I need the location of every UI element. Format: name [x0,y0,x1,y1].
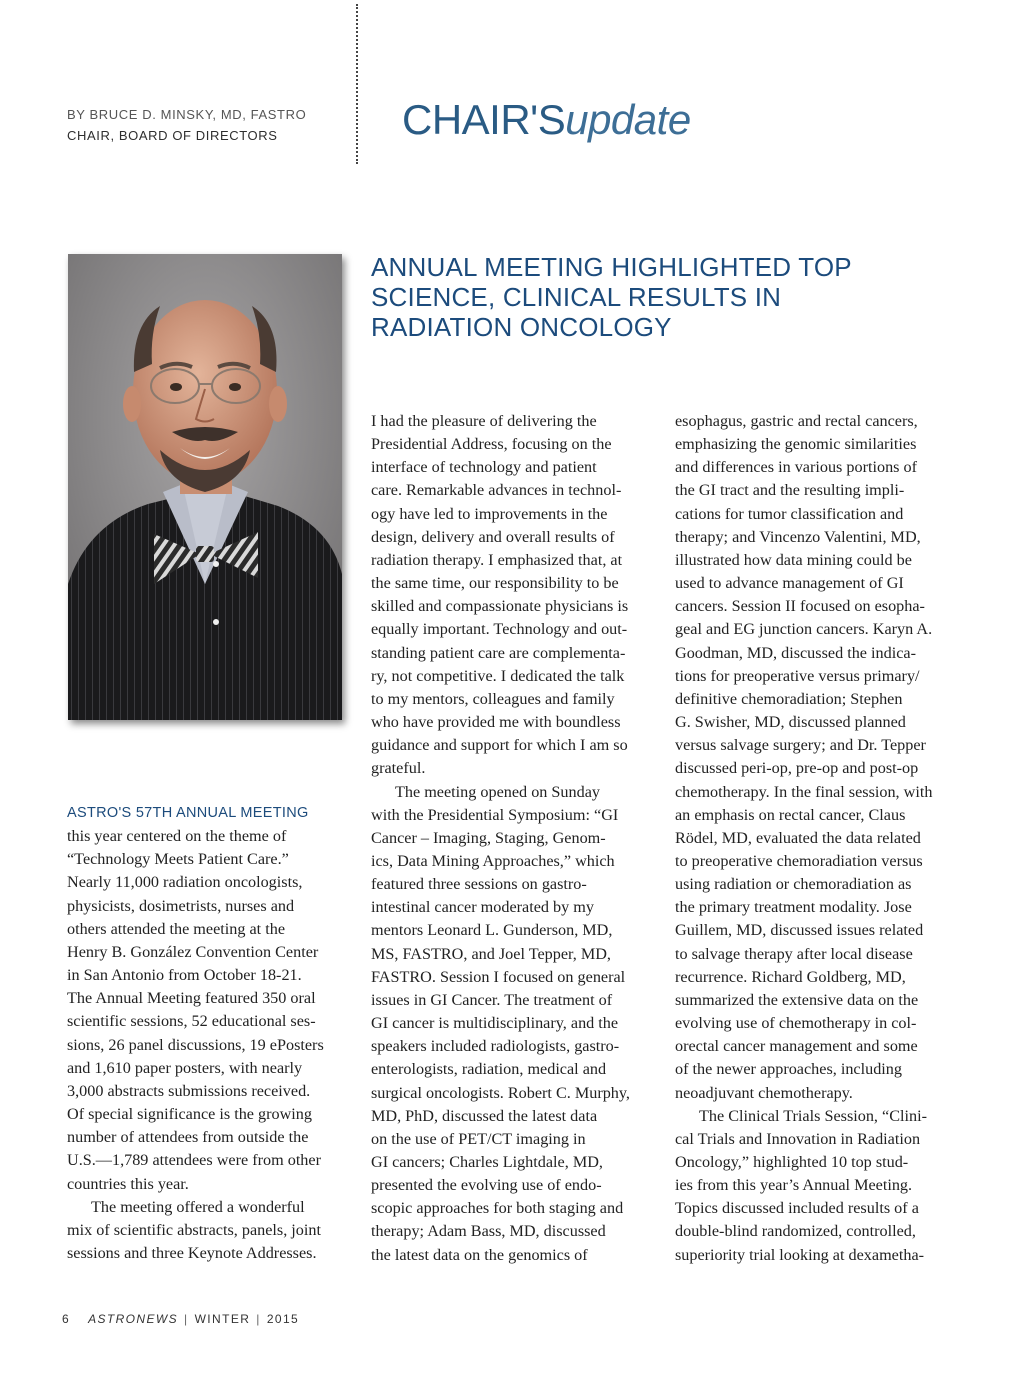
author-role: CHAIR, BOARD OF DIRECTORS [67,128,278,143]
text-line: recurrence. Richard Goldberg, MD, [675,967,906,986]
text-line: I had the pleasure of delivering the [371,412,597,430]
text-line: chemotherapy. In the final session, with [675,782,933,801]
text-line: guidance and support for which I am so [371,736,628,755]
lead-in: ASTRO'S 57TH ANNUAL MEETING [67,805,309,821]
text-line: the GI tract and the resulting impli- [675,481,905,500]
text-line: surgical oncologists. Robert C. Murphy, [371,1083,630,1102]
text-line: Goodman, MD, discussed the indica- [675,643,916,662]
text-line: therapy; and Vincenzo Valentini, MD, [675,527,921,546]
text-line: The meeting offered a wonderful [91,1197,305,1216]
text-line: ogy have led to improvements in the [371,504,608,523]
text-line: cancers. Session II focused on esopha- [675,597,925,616]
text-line: geal and EG junction cancers. Karyn A. [675,620,933,639]
issue-season: WINTER [194,1312,251,1326]
text-line: interface of technology and patient [371,458,597,477]
text-line: GI cancer is multidisciplinary, and the [371,1014,619,1033]
text-line: the latest data on the genomics of [371,1245,588,1264]
text-line: enterologists, radiation, medical and [371,1060,607,1079]
text-line: Topics discussed included results of a [675,1199,919,1218]
publication-name: ASTRONEWS [88,1312,179,1326]
text-line: esophagus, gastric and rectal cancers, [675,412,918,430]
text-line: used to advance management of GI [675,574,904,593]
text-line: physicists, dosimetrists, nurses and [67,896,295,915]
text-line: MS, FASTRO, and Joel Tepper, MD, [371,944,611,963]
text-line: the same time, our responsibility to be [371,574,619,593]
text-line: tions for preoperative versus primary/ [675,666,920,685]
text-line: The Clinical Trials Session, “Clini- [699,1106,927,1125]
portrait-illustration [68,254,342,720]
text-line: mentors Leonard L. Gunderson, MD, [371,921,613,940]
text-line: ics, Data Mining Approaches,” which [371,851,615,870]
text-line: others attended the meeting at the [67,919,286,938]
dotted-divider [356,4,358,164]
text-line: in San Antonio from October 18-21. [67,966,302,985]
text-line: and 1,610 paper posters, with nearly [67,1058,303,1077]
text-line: care. Remarkable advances in technol- [371,481,622,500]
text-line: using radiation or chemoradiation as [675,875,912,894]
text-line: sions, 26 panel discussions, 19 ePosters [67,1035,324,1054]
text-line: issues in GI Cancer. The treatment of [371,990,613,1009]
page-number: 6 [62,1312,71,1326]
text-line: the primary treatment modality. Jose [675,898,912,917]
footer-separator: | [256,1312,261,1326]
text-line: cal Trials and Innovation in Radiation [675,1129,921,1148]
text-line: double-blind randomized, controlled, [675,1222,916,1241]
text-line: equally important. Technology and out- [371,620,628,639]
text-line: Cancer – Imaging, Staging, Genom- [371,828,606,847]
issue-year: 2015 [266,1312,300,1326]
text-line: an emphasis on rectal cancer, Claus [675,805,906,824]
text-line: featured three sessions on gastro- [371,875,587,894]
text-line: The Annual Meeting featured 350 oral [67,989,316,1008]
text-line: grateful. [371,759,426,778]
headline-line: RADIATION ONCOLOGY [371,312,672,342]
text-line: scopic approaches for both staging and [371,1199,624,1218]
text-line: summarized the extensive data on the [675,990,919,1009]
text-line: intestinal cancer moderated by my [371,898,594,917]
text-line: therapy; Adam Bass, MD, discussed [371,1222,606,1241]
text-line: standing patient care are complementa- [371,643,626,662]
column-2 [371,410,661,1267]
text-line: neoadjuvant chemotherapy. [675,1083,853,1102]
text-line: mix of scientific abstracts, panels, joint [67,1220,321,1239]
author-portrait-photo [68,254,342,720]
text-line: emphasizing the genomic similarities [675,435,917,454]
column-1 [67,802,352,1265]
text-line: discussed peri-op, pre-op and post-op [675,759,919,778]
text-line: to salvage therapy after local disease [675,944,913,963]
text-line: scientific sessions, 52 educational ses- [67,1012,316,1031]
text-line: and differences in various portions of [675,458,917,477]
text-line: skilled and compassionate physicians is [371,597,629,616]
text-line: G. Swisher, MD, discussed planned [675,713,906,732]
text-line: speakers included radiologists, gastro- [371,1037,620,1056]
headline-line: ANNUAL MEETING HIGHLIGHTED TOP [371,252,852,282]
text-line: illustrated how data mining could be [675,550,912,569]
section-title-main: CHAIR'S [402,96,566,143]
text-line: of the newer approaches, including [675,1060,902,1079]
text-line: U.S.—1,789 attendees were from other [67,1151,321,1170]
text-line: MD, PhD, discussed the latest data [371,1106,598,1125]
text-line: “Technology Meets Patient Care.” [67,850,289,869]
text-line: Presidential Address, focusing on the [371,435,612,454]
text-line: ies from this year’s Annual Meeting. [675,1176,913,1195]
text-line: 3,000 abstracts submissions received. [67,1081,311,1100]
text-line: on the use of PET/CT imaging in [371,1129,586,1148]
text-line: design, delivery and overall results of [371,527,615,546]
section-title [402,96,691,144]
text-line: FASTRO. Session I focused on general [371,967,626,986]
text-line: GI cancers; Charles Lightdale, MD, [371,1153,603,1171]
text-line: Henry B. González Convention Center [67,942,319,961]
text-line: orectal cancer management and some [675,1037,918,1056]
text-line: Nearly 11,000 radiation oncologists, [67,873,303,892]
text-line: radiation therapy. I emphasized that, at [371,550,623,569]
text-line: evolving use of chemotherapy in col- [675,1014,917,1033]
author-line: BY BRUCE D. MINSKY, MD, FASTRO [67,107,307,122]
text-line: versus salvage surgery; and Dr. Tepper [675,736,926,755]
text-line: with the Presidential Symposium: “GI [371,805,619,824]
text-line: cations for tumor classification and [675,504,904,523]
headline-line: SCIENCE, CLINICAL RESULTS IN [371,282,782,312]
text-line: sessions and three Keynote Addresses. [67,1243,317,1262]
byline [67,104,306,146]
text-line: Rödel, MD, evaluated the data related [675,828,921,847]
text-line: superiority trial looking at dexametha- [675,1245,925,1264]
article-headline [371,252,931,342]
text-line: this year centered on the theme of [67,827,287,846]
footer-separator: | [184,1312,189,1326]
text-line: Guillem, MD, discussed issues related [675,921,924,940]
page-footer [62,1312,299,1326]
text-line: The meeting opened on Sunday [395,782,600,801]
text-line: ry, not competitive. I dedicated the talk [371,666,625,685]
text-line: Oncology,” highlighted 10 top stud- [675,1153,909,1171]
section-title-accent: update [565,96,691,143]
text-line: who have provided me with boundless [371,713,621,732]
text-line: presented the evolving use of endo- [371,1176,602,1195]
text-line: definitive chemoradiation; Stephen [675,689,903,708]
text-line: number of attendees from outside the [67,1128,309,1147]
text-line: to my mentors, colleagues and family [371,689,615,708]
text-line: Of special significance is the growing [67,1105,312,1124]
text-line: to preoperative chemoradiation versus [675,851,923,870]
column-3 [675,410,965,1267]
text-line: countries this year. [67,1174,189,1193]
